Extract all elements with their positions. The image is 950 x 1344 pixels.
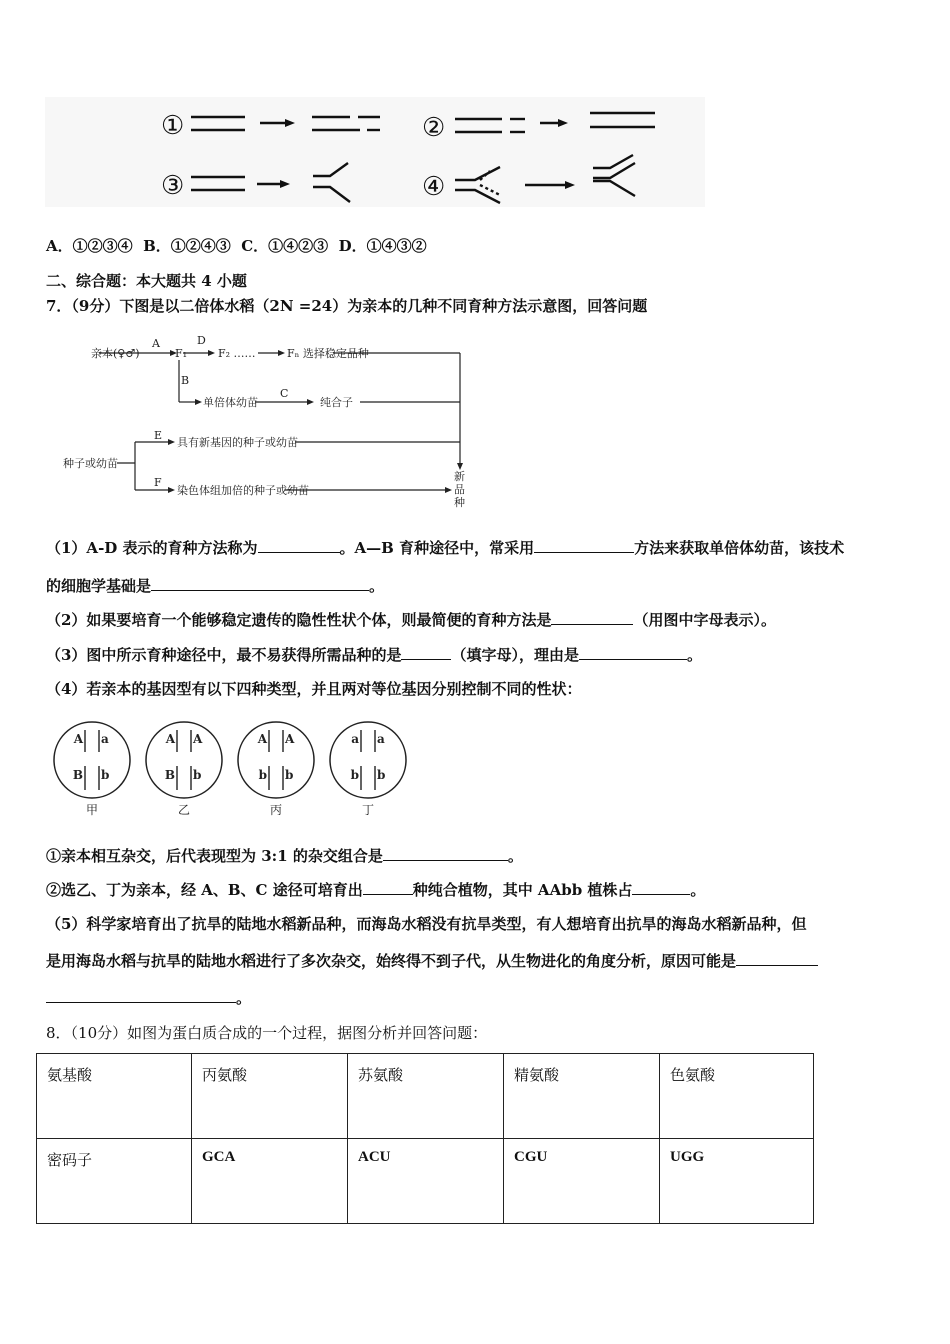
figure-label-2: ② bbox=[422, 113, 446, 143]
answer-blank[interactable] bbox=[151, 576, 369, 591]
flow-pure: 纯合子 bbox=[320, 396, 353, 409]
table-cell: GCA bbox=[192, 1139, 348, 1224]
flow-new-3: 种 bbox=[454, 496, 465, 509]
genotype-cell bbox=[146, 722, 222, 817]
allele-label: b bbox=[377, 768, 386, 782]
answer-blank[interactable] bbox=[46, 988, 236, 1003]
flow-label-e: E bbox=[154, 429, 163, 442]
genotype-cell bbox=[54, 722, 130, 817]
figure-label-3: ③ bbox=[161, 171, 185, 201]
allele-label: A bbox=[257, 732, 267, 746]
allele-label: B bbox=[72, 768, 83, 782]
answer-blank[interactable] bbox=[632, 880, 690, 895]
flow-f1: F₁ bbox=[175, 347, 188, 360]
q7-stem: 7．（9分）下图是以二倍体水稻（2N =24）为亲本的几种不同育种方法示意图，回答问题 bbox=[46, 297, 648, 315]
table-cell: CGU bbox=[504, 1139, 660, 1224]
answer-blank[interactable] bbox=[534, 538, 634, 553]
flow-label-a: A bbox=[152, 337, 160, 350]
allele-label: A bbox=[165, 732, 175, 746]
cell-name: 乙 bbox=[177, 803, 191, 817]
flow-label-f: F bbox=[154, 476, 162, 489]
q7-part1-line1: （1）A-D 表示的育种方法称为 。A—B 育种途径中，常采用 方法来获取单倍体幼苗，该技术 bbox=[46, 539, 845, 557]
q7-sub1: ①亲本相互杂交，后代表现型为 3:1 的杂交组合是 。 bbox=[46, 847, 523, 865]
flow-f2: F₂ …… bbox=[218, 347, 256, 360]
answer-blank[interactable] bbox=[551, 610, 633, 625]
flow-new-2: 品 bbox=[454, 483, 465, 496]
allele-label: a bbox=[101, 732, 109, 746]
flow-newgene: 具有新基因的种子或幼苗 bbox=[177, 436, 298, 449]
flow-label-d: D bbox=[197, 334, 206, 347]
answer-blank[interactable] bbox=[258, 538, 340, 553]
q7-part2: （2）如果要培育一个能够稳定遗传的隐性性状个体，则最简便的育种方法是 （用图中字母表示）。 bbox=[46, 611, 776, 629]
figure-label-1: ① bbox=[161, 111, 185, 141]
allele-label: b bbox=[285, 768, 294, 782]
flow-seed: 种子或幼苗 bbox=[63, 457, 118, 470]
cell-outline bbox=[238, 722, 314, 798]
flow-label-b: B bbox=[181, 374, 190, 387]
answer-blank[interactable] bbox=[736, 951, 818, 966]
cell-outline bbox=[330, 722, 406, 798]
answer-blank[interactable] bbox=[363, 880, 413, 895]
genotype-cells-figure bbox=[50, 715, 430, 820]
option-b[interactable]: B．①②④③ bbox=[143, 237, 231, 255]
table-cell: 色氨酸 bbox=[660, 1054, 814, 1139]
table-cell: 精氨酸 bbox=[504, 1054, 660, 1139]
table-cell: 密码子 bbox=[37, 1139, 192, 1224]
option-c[interactable]: C．①④②③ bbox=[241, 237, 329, 255]
q7-part5-line2: 是用海岛水稻与抗旱的陆地水稻进行了多次杂交，始终得不到子代，从生物进化的角度分析，原因可能是 bbox=[46, 951, 818, 971]
section-title: 二、综合题：本大题共 4 小题 bbox=[46, 272, 247, 290]
breeding-flowchart bbox=[55, 330, 475, 515]
option-a[interactable]: A．①②③④ bbox=[46, 237, 133, 255]
allele-label: a bbox=[377, 732, 385, 746]
flow-haploid: 单倍体幼苗 bbox=[203, 396, 258, 409]
q8-stem: 8．（10分）如图为蛋白质合成的一个过程，据图分析并回答问题： bbox=[46, 1024, 488, 1042]
table-cell: UGG bbox=[660, 1139, 814, 1224]
allele-label: A bbox=[193, 732, 203, 746]
option-d[interactable]: D．①④③② bbox=[338, 237, 427, 255]
allele-label: b bbox=[101, 768, 110, 782]
cell-name: 甲 bbox=[85, 803, 99, 817]
genotype-cell bbox=[330, 722, 406, 817]
codon-table bbox=[36, 1053, 814, 1224]
cell-name: 丁 bbox=[361, 803, 375, 817]
q7-part5-line1: （5）科学家培育出了抗旱的陆地水稻新品种，而海岛水稻没有抗旱类型，有人想培育出抗旱的海岛水稻新品种，但 bbox=[46, 915, 807, 933]
allele-label: A bbox=[73, 732, 83, 746]
flow-polyploid: 染色体组加倍的种子或幼苗 bbox=[177, 484, 309, 497]
q7-sub2: ②选乙、丁为亲本，经 A、B、C 途径可培育出 种纯合植物，其中 AAbb 植株占 。 bbox=[46, 881, 706, 899]
allele-label: b bbox=[193, 768, 202, 782]
allele-label: b bbox=[258, 768, 267, 782]
cell-name: 丙 bbox=[269, 803, 283, 817]
q7-part3: （3）图中所示育种途径中，最不易获得所需品种的是 （填字母），理由是 。 bbox=[46, 646, 702, 664]
table-cell: 丙氨酸 bbox=[192, 1054, 348, 1139]
cell-outline bbox=[146, 722, 222, 798]
table-row bbox=[37, 1139, 814, 1224]
q7-part5-line3: 。 bbox=[46, 988, 251, 1008]
q7-part1-line2: 的细胞学基础是 。 bbox=[46, 577, 385, 595]
table-row bbox=[37, 1054, 814, 1139]
allele-label: A bbox=[285, 732, 295, 746]
flow-label-c: C bbox=[280, 387, 289, 400]
flow-new-1: 新 bbox=[454, 470, 465, 483]
genotype-cell bbox=[238, 722, 314, 817]
allele-label: b bbox=[350, 768, 359, 782]
answer-blank[interactable] bbox=[383, 846, 508, 861]
answer-blank[interactable] bbox=[579, 645, 687, 660]
q6-options bbox=[46, 236, 427, 256]
table-cell: 氨基酸 bbox=[37, 1054, 192, 1139]
table-cell: ACU bbox=[348, 1139, 504, 1224]
flow-parent: 亲本(♀♂) bbox=[91, 347, 140, 360]
allele-label: B bbox=[164, 768, 175, 782]
answer-blank[interactable] bbox=[401, 645, 451, 660]
table-cell: 苏氨酸 bbox=[348, 1054, 504, 1139]
chromosome-variation-figure bbox=[45, 97, 705, 207]
figure-label-4: ④ bbox=[422, 172, 446, 202]
q7-part4: （4）若亲本的基因型有以下四种类型，并且两对等位基因分别控制不同的性状： bbox=[46, 680, 582, 698]
cell-outline bbox=[54, 722, 130, 798]
flow-fn: Fₙ 选择稳定品种 bbox=[287, 347, 369, 360]
allele-label: a bbox=[351, 732, 359, 746]
